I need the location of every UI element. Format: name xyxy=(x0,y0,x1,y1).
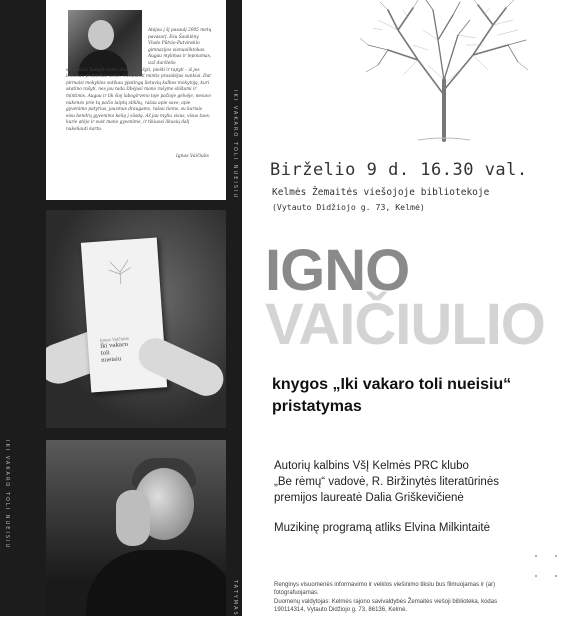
excerpt-signature: Ignas Vaičiulis xyxy=(176,154,209,159)
footer-line2: fotografuojamas. xyxy=(274,590,319,596)
portrait-hand xyxy=(116,490,150,546)
event-venue: Kelmės Žemaitės viešojoje bibliotekoje xyxy=(272,187,490,198)
cover-title-line1: Iki vakaro xyxy=(99,341,129,350)
cover-title-line3: nueisiu xyxy=(100,356,122,364)
decor-dot xyxy=(535,555,537,557)
author-portrait xyxy=(46,440,226,616)
footer-line4: 190114314, Vytauto Didžiojo g. 73, 86136, Kelmė. xyxy=(274,607,408,613)
details-line4: Muzikinę programą atliks Elvina Milkintaitė xyxy=(274,522,491,534)
book-in-hands-photo xyxy=(46,210,226,428)
decor-dot xyxy=(535,575,537,577)
hand-shape xyxy=(133,333,226,402)
details-line2: „Be rėmų“ vadovė, R. Biržinytės literatūrinės xyxy=(274,476,499,488)
footer-line3: Duomenų valdytojas: Kelmės rajono savivaldybės Žemaitės viešoji biblioteka, kodas xyxy=(274,599,498,605)
tree-illustration xyxy=(358,0,530,150)
footer-line1: Renginys visuomenės informavimo ir veiklos viešinimo tikslu bus filmuojamas ir (ar) xyxy=(274,582,496,588)
book-title-line2: pristatymas xyxy=(272,398,362,415)
cover-author: Ignas Vaičiulis xyxy=(99,335,130,343)
details-line3: premijos laureatė Dalia Griškevičienė xyxy=(274,492,464,504)
cover-title xyxy=(99,335,130,365)
side-text-bottom: TATYMAS xyxy=(232,580,238,617)
book-excerpt-text xyxy=(66,28,212,134)
event-date-time: Birželio 9 d. 16.30 val. xyxy=(270,160,528,180)
excerpt-paragraph-1: Atėjau į šį pasaulį 2005 metų pavasarį. Esu Šauklėny Vlado Pūtvio-Putvinskio gimnazijos vienuoliktokas. Augau mylimas ir lepinamas, važ duršlelio xyxy=(148,28,212,66)
event-address: (Vytauto Didžiojo g. 73, Kelmė) xyxy=(272,202,425,212)
decor-dot xyxy=(555,575,557,577)
side-text-left: IKI VAKARO TOLI NUEISIU xyxy=(4,440,10,550)
portrait-shirt xyxy=(86,550,226,616)
decor-dot xyxy=(555,555,557,557)
details-line1: Autorių kalbins VšĮ Kelmės PRC klubo xyxy=(274,460,469,472)
cover-title-line2: toli xyxy=(100,350,110,357)
author-first-name: IGNO xyxy=(265,238,410,303)
side-text-right: IKI VAKARO TOLI NUEISIU xyxy=(232,90,238,200)
cover-tree-icon xyxy=(102,259,138,285)
book-title-line1: knygos „Iki vakaro toli nueisiu“ xyxy=(272,376,512,393)
excerpt-paragraph-2: sulaukiau: babytė mokė skaityti, rašyti, piešti ir tapyti – iš jos išmokau praktiškai visko. Užsidianti mintis prasidėjus sunkiai. Dar pirmaisi mokyklos sutikau ypatingą lietuvių kalbos mokytoją, kuri skatino rašyti, nes jau tada žibėjusi mano rašymo slištami ir mintimis. Augau ir tik šioj labogirveno toje pačioje gelvėje, nesuvo nukenės prie tų pačio laiptų stiklių, rašau apie save, apie gyvenimo patyrius, jausmus draugams, rašau tiems, su kuriais eisu bendrų gyvenimo kelią į sūsdą. Aš jau myliu visus, visus tuos, kurie atėjo ir eust mano gyvenime, ir tikiuosi likusių dalį nukeliauti kartu. xyxy=(66,67,212,132)
author-last-name: VAIČIULIO xyxy=(265,292,545,357)
